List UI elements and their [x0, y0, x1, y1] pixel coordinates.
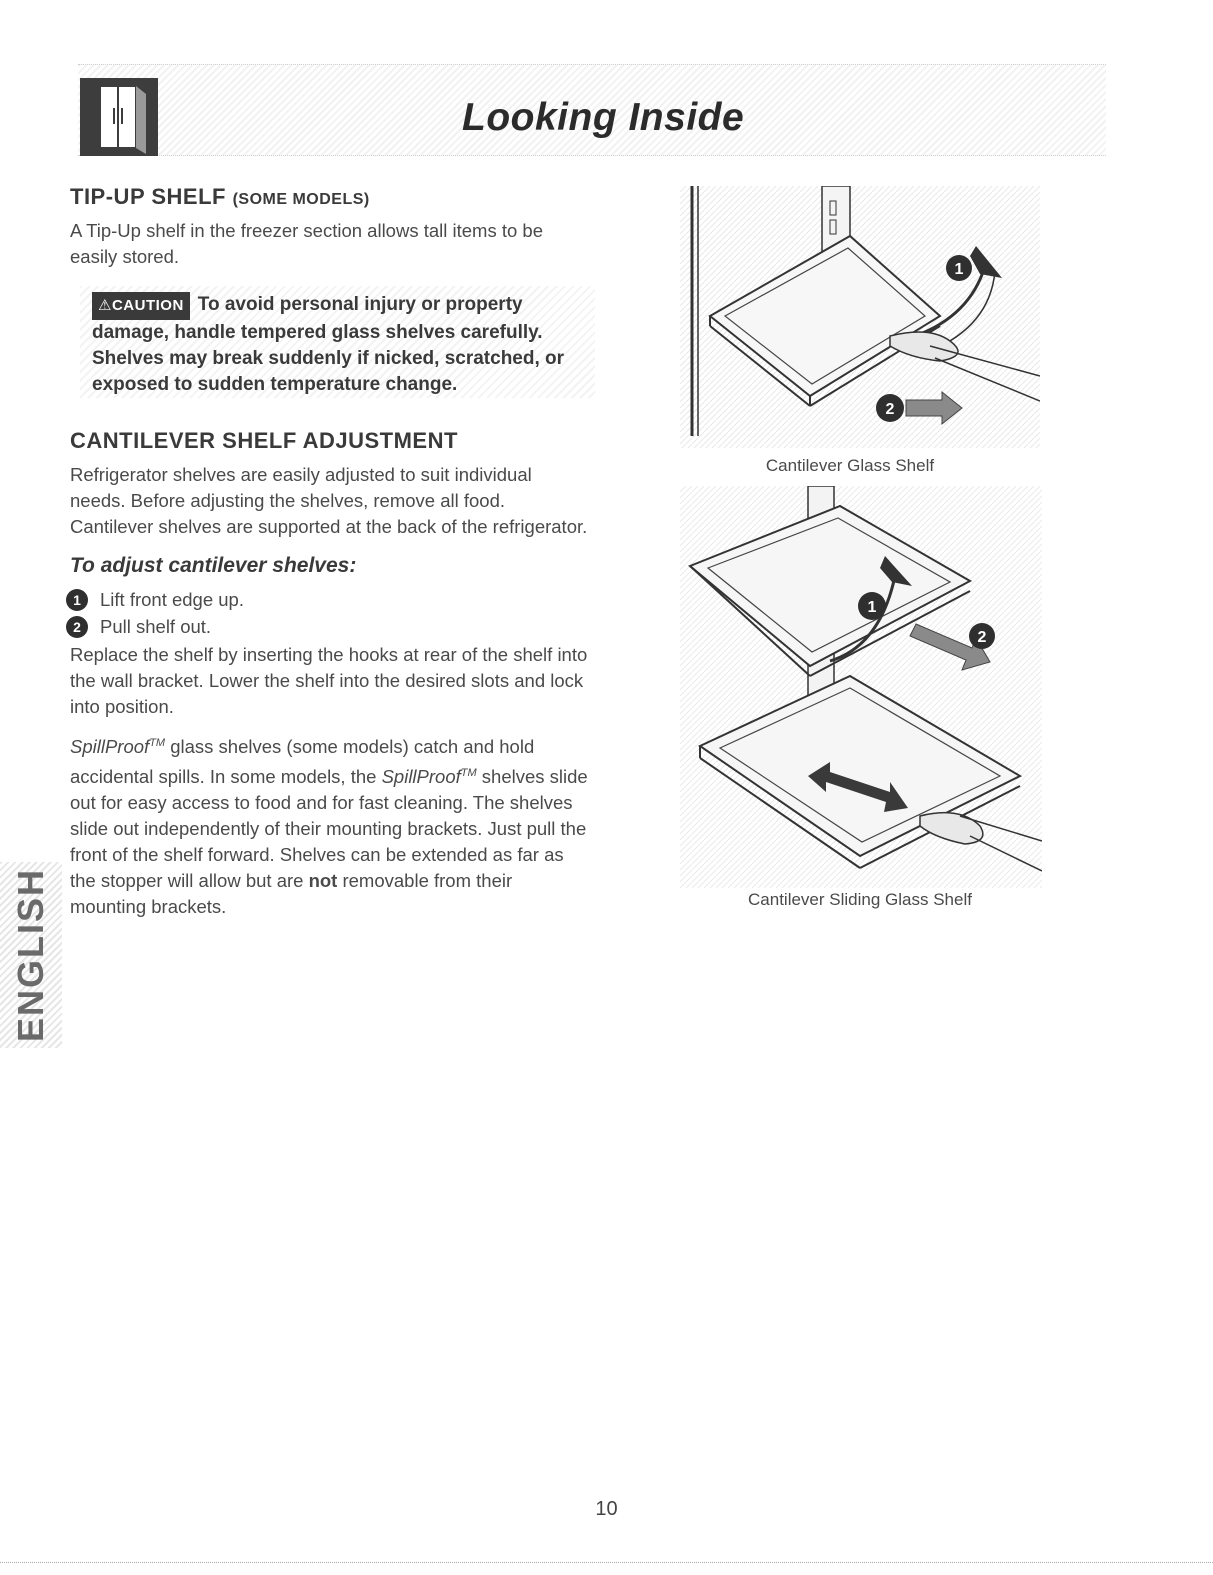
caution-text: To avoid personal injury or property damage, handle tempered glass shelves carefully. Shelves may break suddenly if nicked, scratched, or exposed to sudden temperature change. — [92, 294, 565, 395]
cantilever-sliding-glass-shelf-illustration — [680, 486, 1042, 888]
tip-up-heading — [70, 184, 590, 210]
refrigerator-icon — [80, 78, 158, 156]
caution-statement — [92, 292, 592, 398]
not-emphasis: not — [308, 870, 338, 892]
marker-1-top: 1 — [954, 261, 964, 278]
language-tab-label: ENGLISH — [10, 867, 51, 1043]
page-number: 10 — [595, 1498, 618, 1520]
bottom-rule — [0, 1562, 1213, 1563]
adjust-subheading: To adjust cantilever shelves: — [70, 554, 357, 577]
step-2-text: Pull shelf out. — [100, 615, 212, 637]
tip-up-body: A Tip-Up shelf in the freezer section allows tall items to be easily stored. — [70, 220, 543, 267]
cantilever-glass-shelf-illustration — [680, 186, 1040, 448]
marker-2-top: 2 — [885, 401, 895, 418]
cantilever-section — [70, 428, 590, 920]
spillproof-paragraph — [70, 730, 590, 920]
page-title: Looking Inside — [462, 96, 745, 139]
spillproof-text-2: shelves slide out for easy access to food and for fast cleaning. The shelves slide out independently of their mounting brackets. Just pull the front of the shelf forward. Shelves can be extended as far as the stopper will allow but are — [70, 766, 588, 892]
cantilever-body: Refrigerator shelves are easily adjusted to suit individual needs. Before adjusting the shelves, remove all food. Cantilever shelves are supported at the back of the refrigerator. — [70, 464, 588, 537]
step-1-number: 1 — [66, 589, 88, 611]
replace-paragraph: Replace the shelf by inserting the hooks at rear of the shelf into the wall bracket. Lower the shelf into the desired slots and lock into position. — [70, 644, 588, 717]
caution-badge: ⚠CAUTION — [92, 292, 190, 320]
step-2 — [70, 613, 590, 640]
caption-cantilever-sliding-glass-shelf: Cantilever Sliding Glass Shelf — [748, 890, 972, 909]
spillproof-text-3: removable from their mounting brackets. — [70, 870, 513, 918]
spillproof-tm-2: TM — [460, 767, 477, 780]
step-1 — [70, 586, 590, 613]
spillproof-brand: SpillProof — [70, 736, 150, 758]
marker-1-bottom: 1 — [867, 599, 877, 616]
spillproof-tm: TM — [149, 737, 166, 749]
marker-2-bottom: 2 — [977, 629, 987, 646]
spillproof-brand-2: SpillProof — [381, 766, 461, 788]
steps-list — [70, 586, 590, 640]
step-1-text: Lift front edge up. — [100, 588, 244, 610]
cantilever-heading: CANTILEVER SHELF ADJUSTMENT — [70, 428, 458, 453]
tip-up-heading-text: TIP-UP SHELF — [70, 184, 226, 209]
step-2-number: 2 — [66, 616, 88, 638]
tip-up-heading-note: (SOME MODELS) — [232, 191, 370, 208]
caption-cantilever-glass-shelf: Cantilever Glass Shelf — [765, 456, 935, 475]
spillproof-text-1: glass shelves (some models) catch and hold accidental spills. In some models, the — [70, 736, 535, 788]
left-column — [70, 184, 590, 270]
